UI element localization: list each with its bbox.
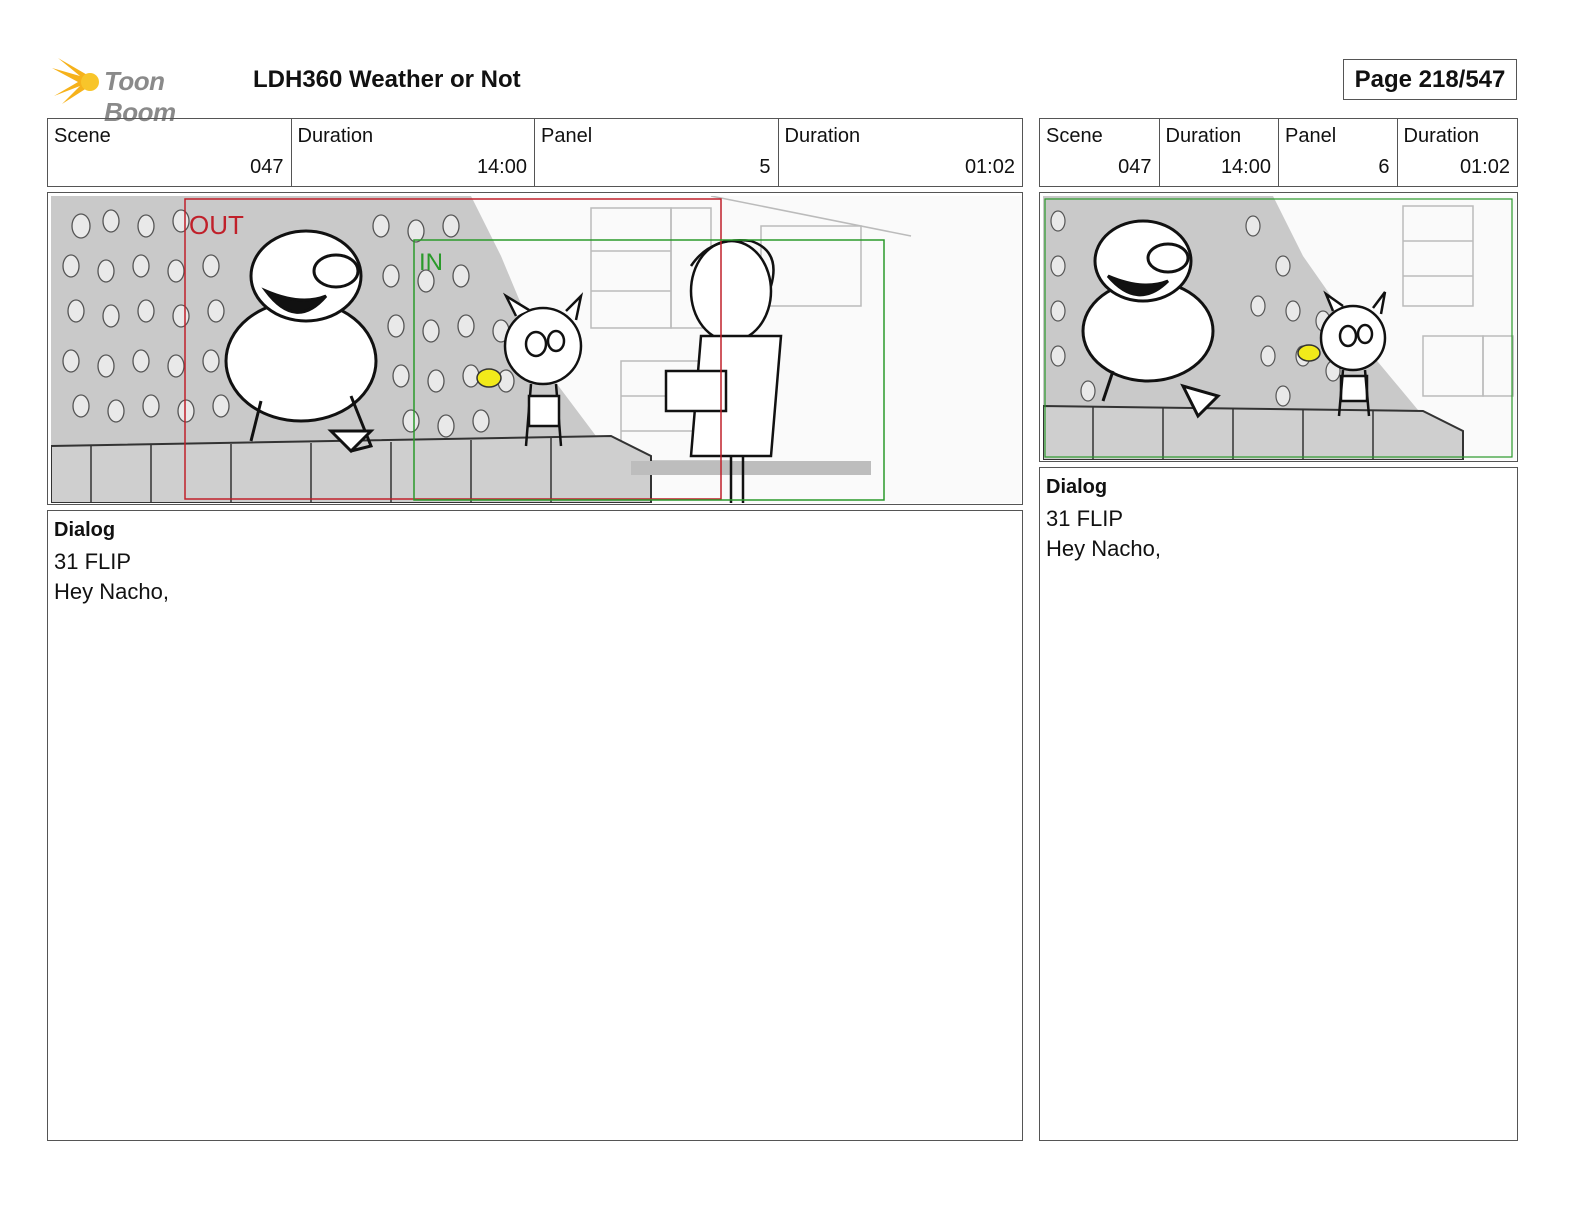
panel-label: Panel	[541, 125, 593, 147]
panel-cell	[1279, 119, 1398, 186]
panel-label: Panel	[1285, 125, 1337, 147]
panel-duration-cell	[1398, 119, 1518, 186]
scene-duration-cell	[1160, 119, 1280, 186]
panel-duration-value: 01:02	[1459, 156, 1510, 178]
comet-icon	[50, 56, 102, 106]
panel-cell	[535, 119, 779, 186]
scene-value: 047	[1118, 156, 1152, 178]
dialog-line: 31 FLIP	[54, 549, 132, 574]
panel-value: 6	[1378, 156, 1390, 178]
dialog-line: Hey Nacho,	[54, 579, 169, 604]
scene-duration-label: Duration	[297, 125, 374, 147]
right-dialog-box	[1039, 467, 1518, 1141]
panel-6-image	[1039, 192, 1518, 462]
panel-duration-label: Duration	[1403, 125, 1480, 147]
panel-duration-label: Duration	[784, 125, 861, 147]
right-info-row	[1039, 118, 1518, 187]
document-title: LDH360 Weather or Not	[253, 66, 521, 93]
scene-label: Scene	[54, 125, 111, 147]
scene-value: 047	[250, 156, 284, 178]
panel-duration-cell	[779, 119, 1023, 186]
scene-cell	[48, 119, 292, 186]
scene-cell	[1040, 119, 1160, 186]
panel-value: 5	[759, 156, 771, 178]
camera-out-label: OUT	[189, 210, 244, 240]
storyboard-sketch	[1043, 196, 1516, 460]
dialog-line: 31 FLIP	[1046, 506, 1124, 531]
logo-text: Toon Boom	[104, 66, 176, 127]
scene-duration-value: 14:00	[476, 156, 527, 178]
panel-duration-value: 01:02	[964, 156, 1015, 178]
scene-label: Scene	[1046, 125, 1103, 147]
toon-boom-logo	[50, 56, 240, 127]
dialog-label: Dialog	[54, 519, 116, 541]
page-number: Page 218/547	[1343, 59, 1517, 100]
scene-duration-label: Duration	[1165, 125, 1242, 147]
left-dialog-box	[47, 510, 1023, 1141]
dialog-line: Hey Nacho,	[1046, 536, 1161, 561]
scene-duration-value: 14:00	[1220, 156, 1271, 178]
dialog-label: Dialog	[1046, 476, 1108, 498]
camera-in-label: IN	[419, 249, 443, 276]
panel-5-image	[47, 192, 1023, 505]
storyboard-sketch	[51, 196, 1021, 503]
left-info-row	[47, 118, 1023, 187]
scene-duration-cell	[292, 119, 536, 186]
